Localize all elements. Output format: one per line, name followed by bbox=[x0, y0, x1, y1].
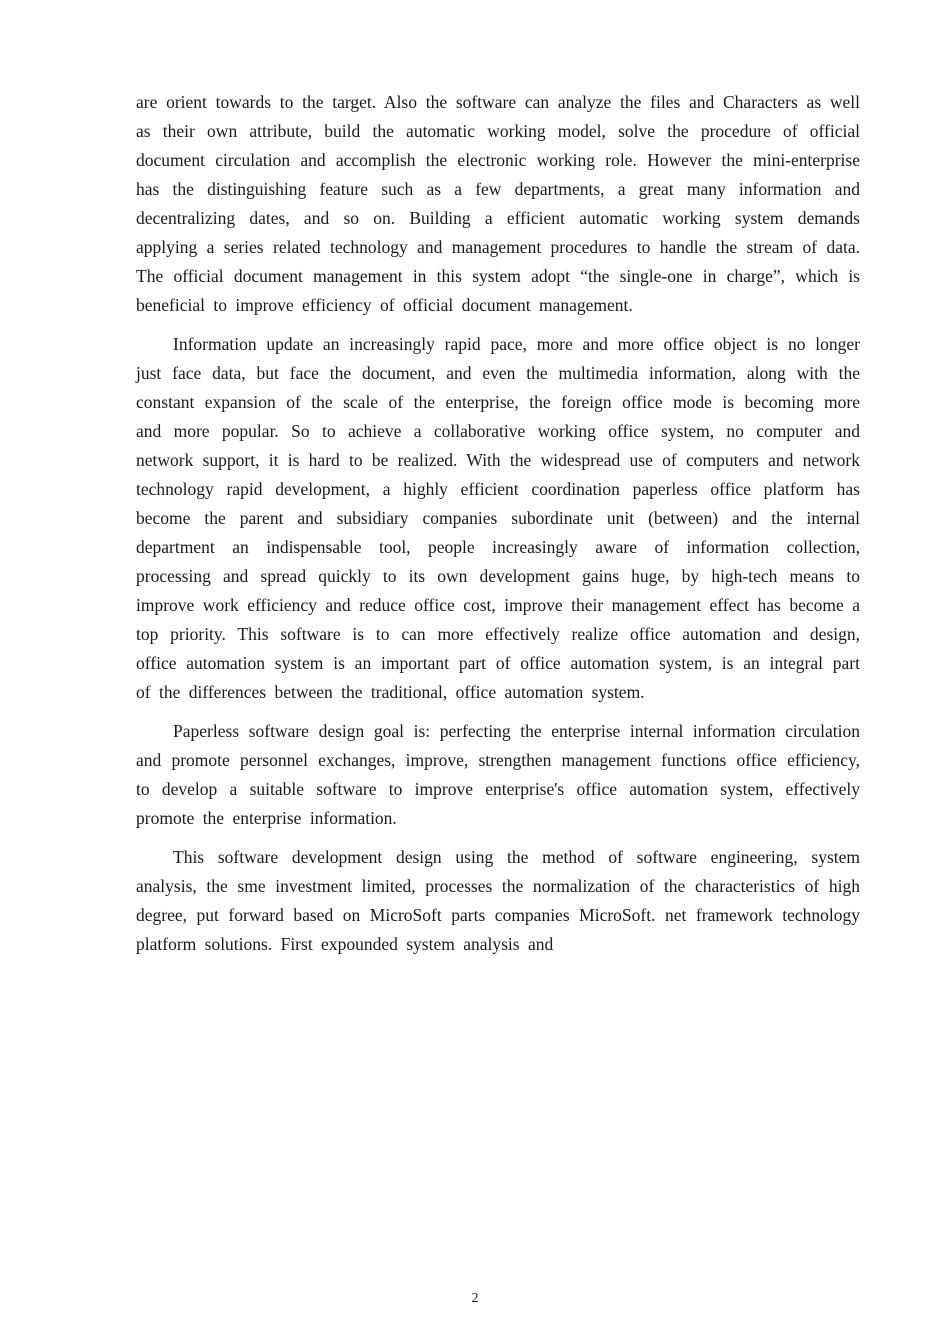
page-number: 2 bbox=[471, 1291, 479, 1306]
paragraph-4: This software development design using the method of software engineering, system analysis, the sme investment limited, processes the normalization of the characteristics of high degree, put forward based on MicroSoft parts companies MicroSoft. net framework technology platform solutions. First expounded system analysis and bbox=[136, 847, 860, 954]
paragraph-3: Paperless software design goal is: perfecting the enterprise internal information circulation and promote personnel exchanges, improve, strengthen management functions office efficiency, to develop a suitable software to improve enterprise's office automation system, effectively promote the enterprise information. bbox=[136, 721, 860, 828]
body-text bbox=[136, 88, 860, 969]
paragraph-1: are orient towards to the target. Also the software can analyze the files and Characters as well as their own attribute, build the automatic working model, solve the procedure of official document circulation and accomplish the electronic working role. However the mini-enterprise has the distinguishing feature such as a few departments, a great many information and decentralizing dates, and so on. Building a efficient automatic working system demands applying a series related technology and management procedures to handle the stream of data. The official document management in this system adopt “the single-one in charge”, which is beneficial to improve efficiency of official document management. bbox=[136, 92, 860, 315]
paragraph-2: Information update an increasingly rapid pace, more and more office object is no longer just face data, but face the document, and even the multimedia information, along with the constant expansion of the scale of the enterprise, the foreign office mode is becoming more and more popular. So to achieve a collaborative working office system, no computer and network support, it is hard to be realized. With the widespread use of computers and network technology rapid development, a highly efficient coordination paperless office platform has become the parent and subsidiary companies subordinate unit (between) and the internal department an indispensable tool, people increasingly aware of information collection, processing and spread quickly to its own development gains huge, by high-tech means to improve work efficiency and reduce office cost, improve their management effect has become a top priority. This software is to can more effectively realize office automation and design, office automation system is an important part of office automation system, is an integral part of the differences between the traditional, office automation system. bbox=[136, 334, 860, 702]
